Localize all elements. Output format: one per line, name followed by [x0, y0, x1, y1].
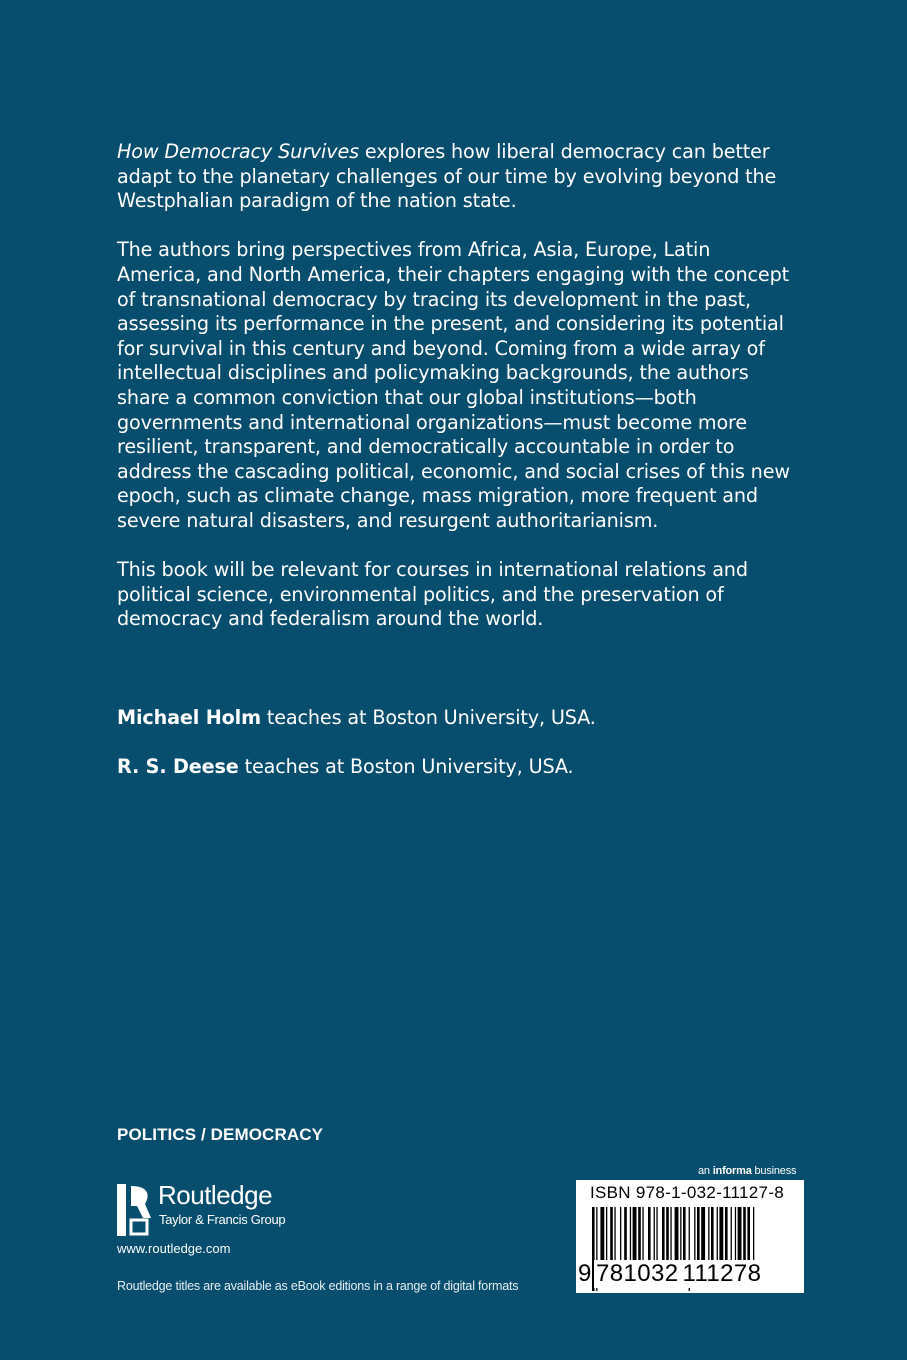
author-affiliation: teaches at Boston University, USA. — [238, 755, 574, 779]
informa-prefix: an — [698, 1165, 713, 1177]
barcode-digit-group: 781032 — [596, 1260, 679, 1287]
informa-suffix: business — [751, 1165, 797, 1177]
barcode-digit-group: 111278 — [682, 1260, 762, 1287]
blurb-paragraph-3: This book will be relevant for courses in international relations and political science, environmental politics, and the preservation of democracy and federalism around the world. — [117, 558, 748, 631]
publisher-logo — [117, 1180, 317, 1244]
publisher-group: Taylor & Francis Group — [159, 1212, 286, 1227]
author-name: Michael Holm — [117, 706, 261, 729]
blurb-paragraph-1-text: explores how liberal democracy can better adapt to the planetary challenges of our time by evolving beyond the Westphalian paradigm of the nation state. — [117, 140, 777, 213]
isbn-barcode-box — [576, 1180, 804, 1293]
barcode-digits — [578, 1260, 802, 1288]
blurb — [117, 140, 797, 656]
blurb-paragraph-2: The authors bring perspectives from Africa, Asia, Europe, Latin America, and North America, their chapters engaging with the concept of transnational democracy by tracing its development in the past, assessing its performance in the present, and considering its potential for survival in this century and beyond. Coming from a wide array of intellectual disciplines and policymaking backgrounds, the authors share a common conviction that our global institutions—both governments and international organizations—must become more resilient, transparent, and democratically accountable in order to address the cascading political, economic, and social crises of this new epoch, such as climate change, mass migration, more frequent and severe natural disasters, and resurgent authoritarianism. — [117, 238, 790, 532]
author-bios — [117, 706, 596, 804]
informa-brand: informa — [712, 1165, 752, 1177]
barcode-digit-first: 9 — [578, 1260, 592, 1287]
author-bio — [117, 706, 596, 731]
routledge-logo-icon — [117, 1184, 153, 1236]
author-bio — [117, 755, 596, 780]
publisher-url: www.routledge.com — [117, 1241, 231, 1256]
ebook-note: Routledge titles are available as eBook editions in a range of digital formats — [117, 1279, 519, 1293]
author-affiliation: teaches at Boston University, USA. — [260, 706, 596, 729]
book-title: How Democracy Survives — [117, 140, 359, 163]
blurb-paragraph-1 — [117, 140, 797, 214]
isbn-label: ISBN 978-1-032-11127-8 — [590, 1183, 785, 1202]
publisher-name: Routledge — [158, 1180, 273, 1210]
author-name: R. S. Deese — [117, 755, 239, 779]
informa-tagline — [698, 1165, 796, 1177]
subject-category: POLITICS / DEMOCRACY — [117, 1125, 324, 1144]
